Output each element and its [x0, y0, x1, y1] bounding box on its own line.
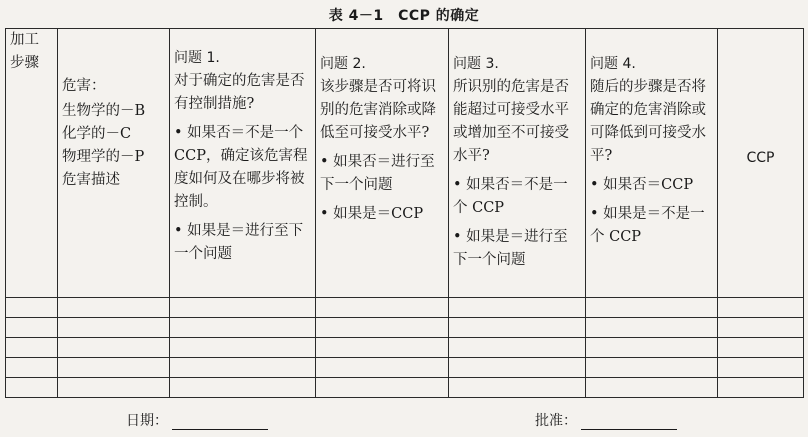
- question-3-header: [449, 29, 586, 298]
- question-4-title: 问题 4.: [590, 56, 636, 72]
- question-4-text: 随后的步骤是否将确定的危害消除或可降低到可接受水平?: [590, 79, 706, 164]
- date-line[interactable]: [172, 415, 268, 430]
- question-3-bullet-yes: • 如果是＝进行至下一个问题: [453, 229, 568, 268]
- table-cell[interactable]: [449, 318, 586, 338]
- table-row: [6, 338, 804, 358]
- table-cell[interactable]: [586, 378, 718, 398]
- table-row: [6, 358, 804, 378]
- table-cell[interactable]: [58, 378, 170, 398]
- hazard-title: 危害：: [62, 78, 106, 94]
- table-row: [6, 378, 804, 398]
- date-field: [126, 410, 268, 430]
- question-4-bullet-yes: • 如果是＝不是一个 CCP: [590, 206, 705, 245]
- table-cell[interactable]: [6, 318, 58, 338]
- table-cell[interactable]: [449, 298, 586, 318]
- question-1-text: 对于确定的危害是否有控制措施?: [174, 73, 305, 112]
- question-2-bullet-yes: • 如果是＝CCP: [320, 206, 424, 222]
- question-2-text: 该步骤是否可将识别的危害消除或降低至可接受水平?: [320, 79, 436, 141]
- question-2-header: [316, 29, 449, 298]
- table-cell[interactable]: [58, 298, 170, 318]
- hazard-header: [58, 29, 170, 298]
- question-2-title: 问题 2.: [320, 56, 366, 72]
- table-cell[interactable]: [58, 318, 170, 338]
- table-cell[interactable]: [586, 358, 718, 378]
- table-cell[interactable]: [170, 298, 316, 318]
- ccp-header: [718, 29, 804, 298]
- table-cell[interactable]: [316, 318, 449, 338]
- question-2-bullet-no: • 如果否＝进行至下一个问题: [320, 154, 435, 193]
- table-cell[interactable]: [58, 358, 170, 378]
- question-4-bullet-no: • 如果否＝CCP: [590, 177, 694, 193]
- question-3-text: 所识别的危害是否能超过可接受水平或增加至不可接受水平?: [453, 79, 569, 164]
- approve-line[interactable]: [581, 415, 677, 430]
- date-label: 日期：: [126, 413, 168, 429]
- table-cell[interactable]: [316, 378, 449, 398]
- ccp-header-label: CCP: [746, 150, 775, 166]
- table-cell[interactable]: [718, 378, 804, 398]
- question-3-bullet-no: • 如果否＝不是一个 CCP: [453, 177, 568, 216]
- table-cell[interactable]: [6, 298, 58, 318]
- hazard-line-description: 危害描述: [62, 172, 120, 188]
- table-cell[interactable]: [6, 338, 58, 358]
- table-cell[interactable]: [586, 298, 718, 318]
- table-cell[interactable]: [449, 358, 586, 378]
- question-1-title: 问题 1.: [174, 50, 220, 66]
- table-cell[interactable]: [6, 378, 58, 398]
- table-cell[interactable]: [316, 298, 449, 318]
- hazard-line-biological: 生物学的－B: [62, 103, 146, 119]
- table-cell[interactable]: [170, 338, 316, 358]
- hazard-line-physical: 物理学的－P: [62, 149, 145, 165]
- question-3-title: 问题 3.: [453, 56, 499, 72]
- question-1-header: [170, 29, 316, 298]
- table-cell[interactable]: [586, 338, 718, 358]
- table-row: [6, 318, 804, 338]
- question-4-header: [586, 29, 718, 298]
- table-cell[interactable]: [58, 338, 170, 358]
- approval-field: [535, 410, 677, 430]
- table-cell[interactable]: [316, 358, 449, 378]
- ccp-determination-table: [5, 28, 804, 398]
- table-cell[interactable]: [316, 338, 449, 358]
- question-1-bullet-yes: • 如果是＝进行至下一个问题: [174, 223, 304, 262]
- table-cell[interactable]: [586, 318, 718, 338]
- table-cell[interactable]: [449, 378, 586, 398]
- table-cell[interactable]: [170, 318, 316, 338]
- table-cell[interactable]: [718, 358, 804, 378]
- table-cell[interactable]: [170, 358, 316, 378]
- table-row: [6, 298, 804, 318]
- table-cell[interactable]: [718, 338, 804, 358]
- table-cell[interactable]: [6, 358, 58, 378]
- table-title: 表 4－1 CCP 的确定: [328, 8, 480, 24]
- question-1-bullet-no: • 如果否＝不是一个 CCP，确定该危害程度如何及在哪步将被控制。: [174, 125, 308, 210]
- hazard-line-chemical: 化学的－C: [62, 126, 132, 142]
- table-cell[interactable]: [170, 378, 316, 398]
- step-header: 加工步骤: [6, 29, 58, 298]
- table-cell[interactable]: [449, 338, 586, 358]
- header-row: [6, 29, 804, 298]
- table-cell[interactable]: [718, 298, 804, 318]
- table-cell[interactable]: [718, 318, 804, 338]
- approve-label: 批准：: [535, 413, 577, 429]
